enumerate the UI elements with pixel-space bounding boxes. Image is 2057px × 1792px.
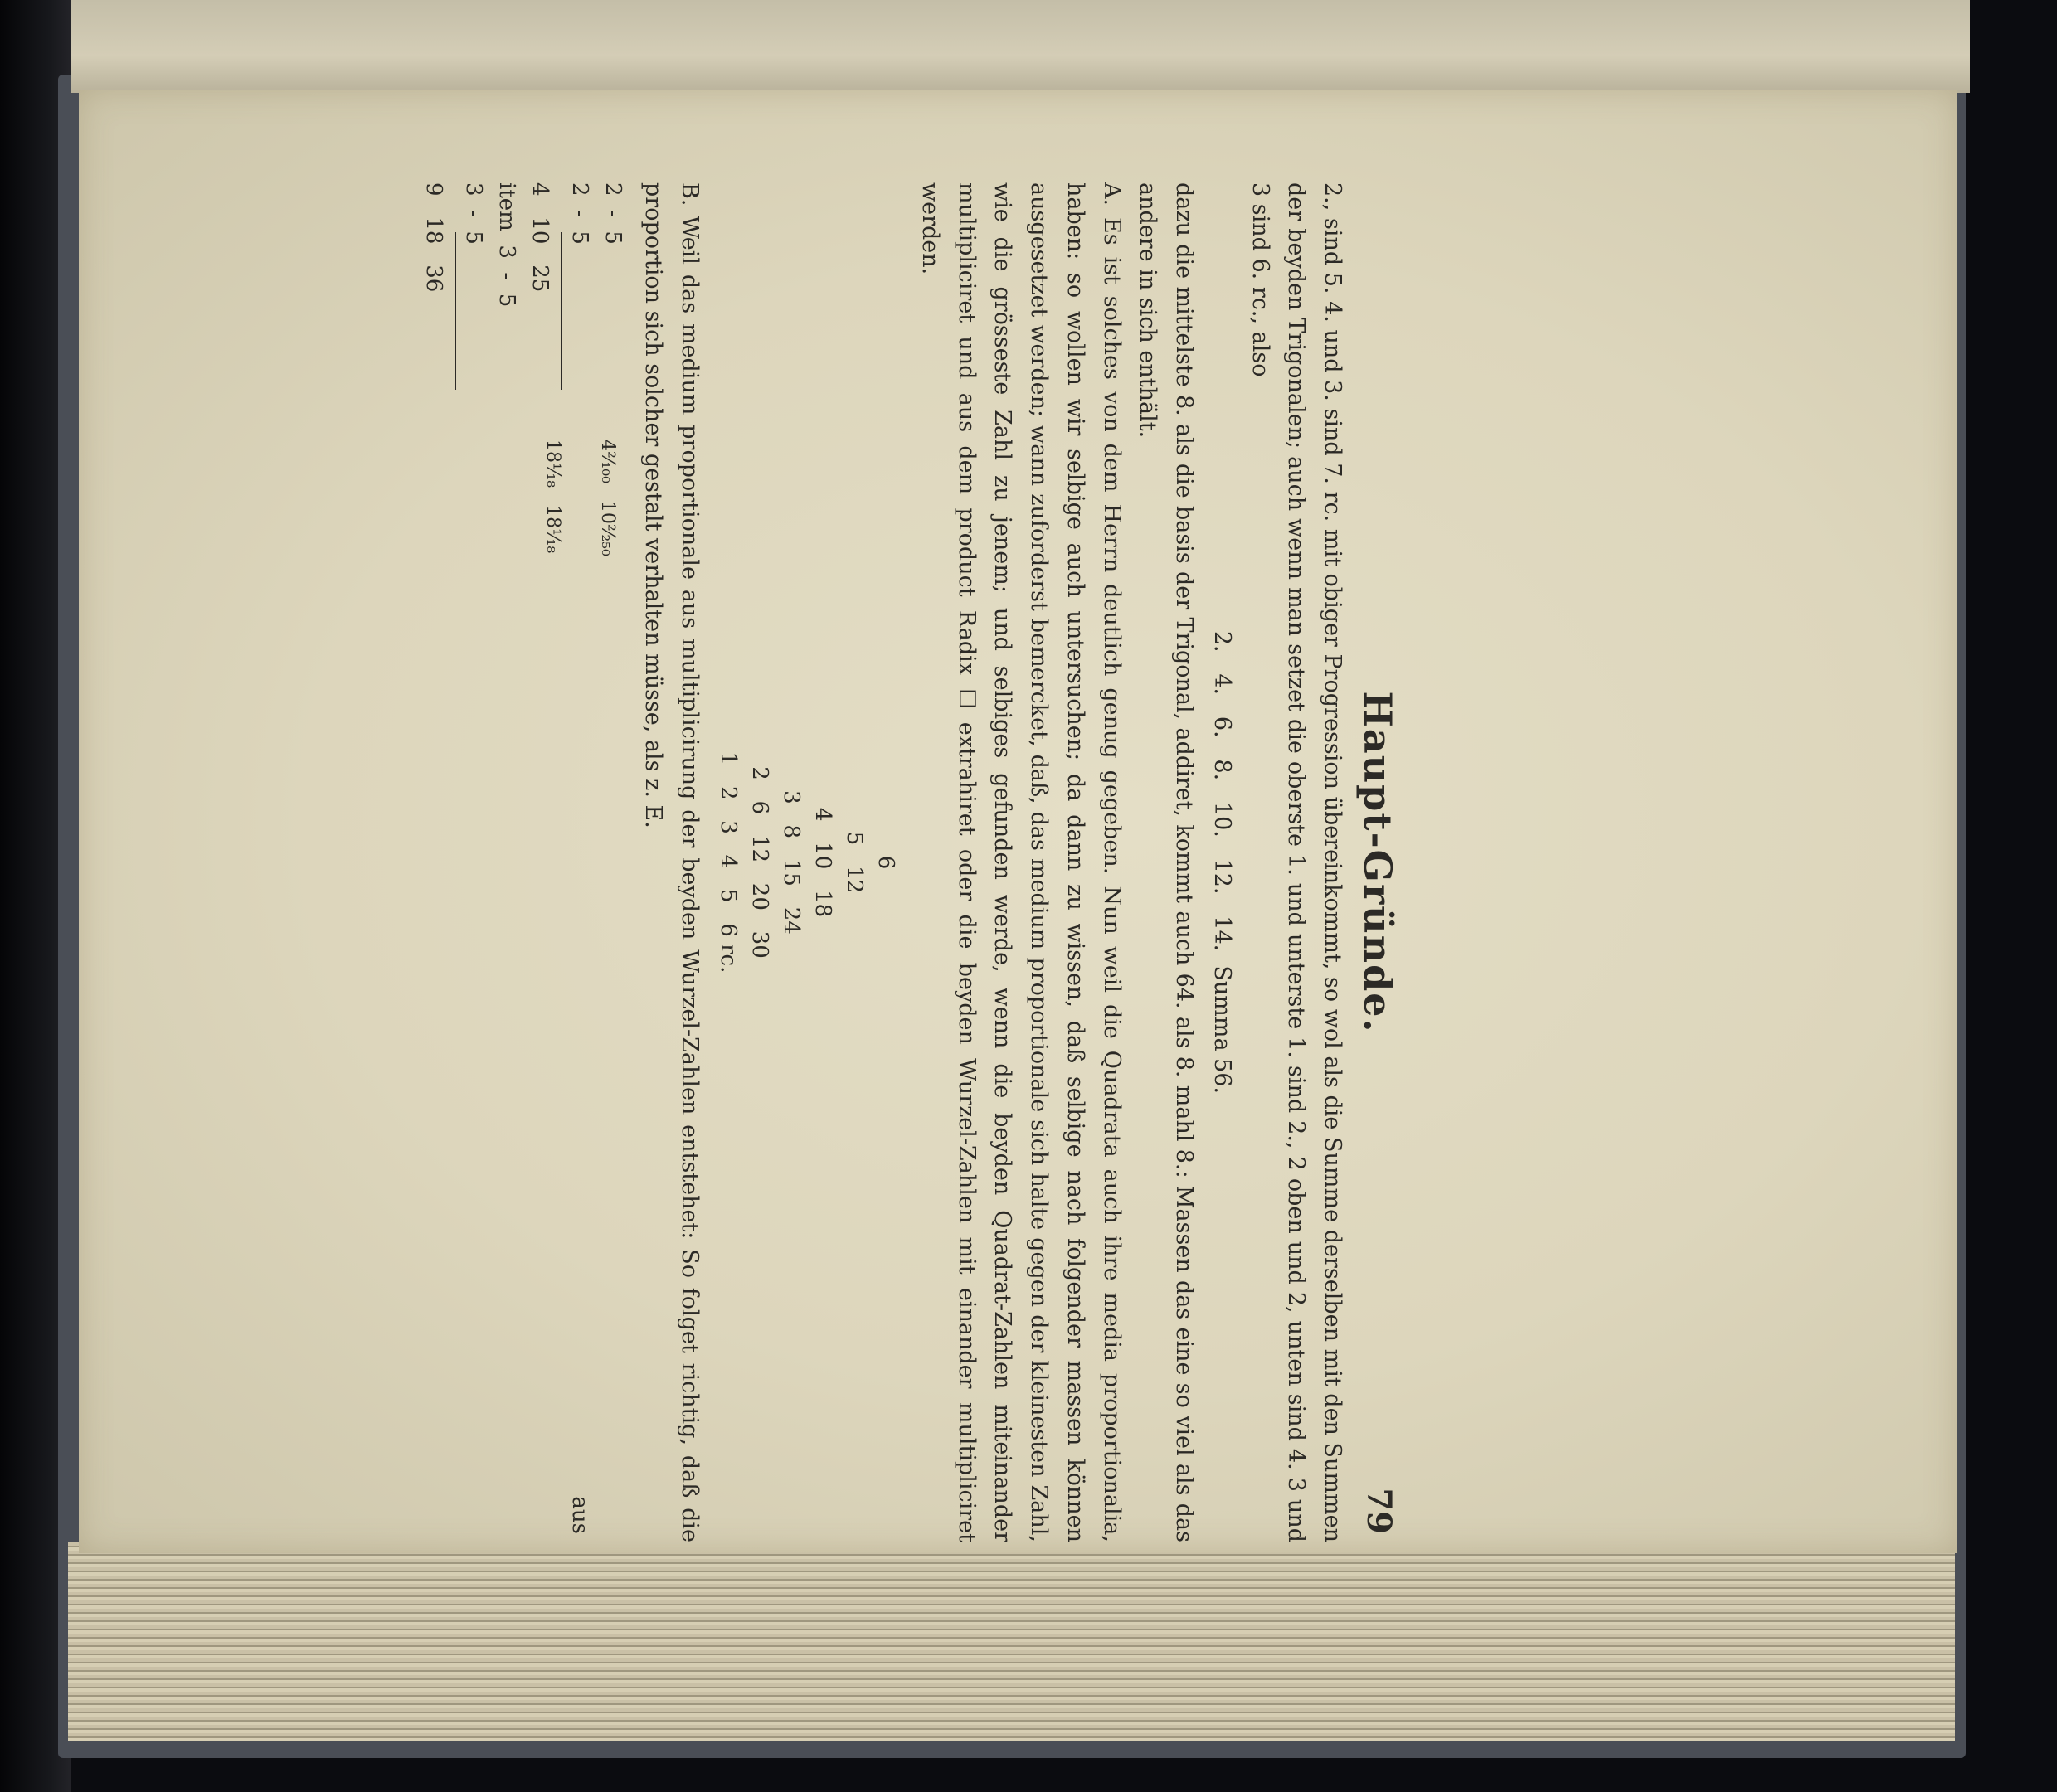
page-number: 79 (1359, 1488, 1398, 1534)
paragraph-a: A. Es ist solches von dem Herrn deutlich genug gegeben. Nun weil die Quadrata auch ihre media proportionalia, haben: so wollen wir selbige auch untersuchen; da dann zu wissen, daß selbige nach folgender massen können ausgesetzet werden; wann zuforderst bemercket, daß, das medium proportionale sich halte gegen der kleinesten Zahl, wie die grösseste Zahl zu jenem; und selbiges gefunden werde, wenn die beyden Quadrat-Zahlen miteinander multipliciret und aus dem product Radix ☐ extrahiret oder die beyden Wurzel-Zahlen mit einander multipliciret werden. (917, 182, 1125, 1542)
calc-rule (455, 232, 456, 390)
paragraph-summa: dazu die mittelste 8. als die basis der Trigonal, addiret, kommt auch 64. als 8. mahl 8.: Massen das eine so viel als das andere in sich enthält. (1135, 182, 1198, 1542)
running-head (1350, 182, 1408, 1542)
fraction-row: 4²⁄₁₀₀ 10²⁄₂₅₀ (596, 440, 618, 556)
fraction-column (418, 440, 630, 556)
paragraph-b: B. Weil das medium proportionale aus multiplicirung der beyden Wurzel-Zahlen entstehet: So folget richtig, daß die proportion sich solcher gestalt verhalten müsse, als z. E. (640, 182, 703, 1542)
page-edges (68, 1542, 1955, 1741)
calc-rule (561, 232, 562, 390)
triangle-row: 2 6 12 20 30 (747, 766, 773, 959)
page-text-rotated (421, 182, 1408, 1542)
number-triangle (714, 182, 903, 1542)
calc-line: 2 - 5 (600, 182, 625, 245)
calc-result: 9 18 36 (421, 182, 446, 293)
calc-line: 2 - 5 (567, 182, 592, 245)
triangle-row: 4 10 18 (810, 807, 836, 918)
triangle-row: 5 12 (842, 831, 868, 894)
paragraph-intro: 2., sind 5. 4. und 3. sind 7. rc. mit obiger Progression übereinkommt, so wol als die Summe derselben mit den Summen der beyden Trigonalen; auch wenn man setzet die oberste 1. und unterste 1. sind 2., 2 oben und 2, unten sind 4. 3 und 3 sind 6. rc., also (1247, 182, 1345, 1542)
calculation-block (418, 182, 630, 1542)
calc-column (418, 182, 630, 390)
triangle-row: 3 8 15 24 (779, 790, 805, 935)
running-head-title: Haupt-Gründe. (1355, 691, 1400, 1034)
calc-result: 4 10 25 (527, 182, 552, 293)
catchword: aus (567, 1496, 593, 1534)
triangle-row: 6 (873, 855, 899, 870)
fraction-row: 18¹⁄₁₈ 18¹⁄₁₈ (542, 440, 564, 554)
calc-line: 3 - 5 (460, 182, 486, 245)
triangle-row: 1 2 3 4 5 6 rc. (716, 751, 742, 974)
facing-page-edge (71, 0, 1970, 93)
calc-line: item 3 - 5 (494, 182, 519, 308)
number-series: 2. 4. 6. 8. 10. 12. 14. Summa 56. (1208, 630, 1235, 1095)
